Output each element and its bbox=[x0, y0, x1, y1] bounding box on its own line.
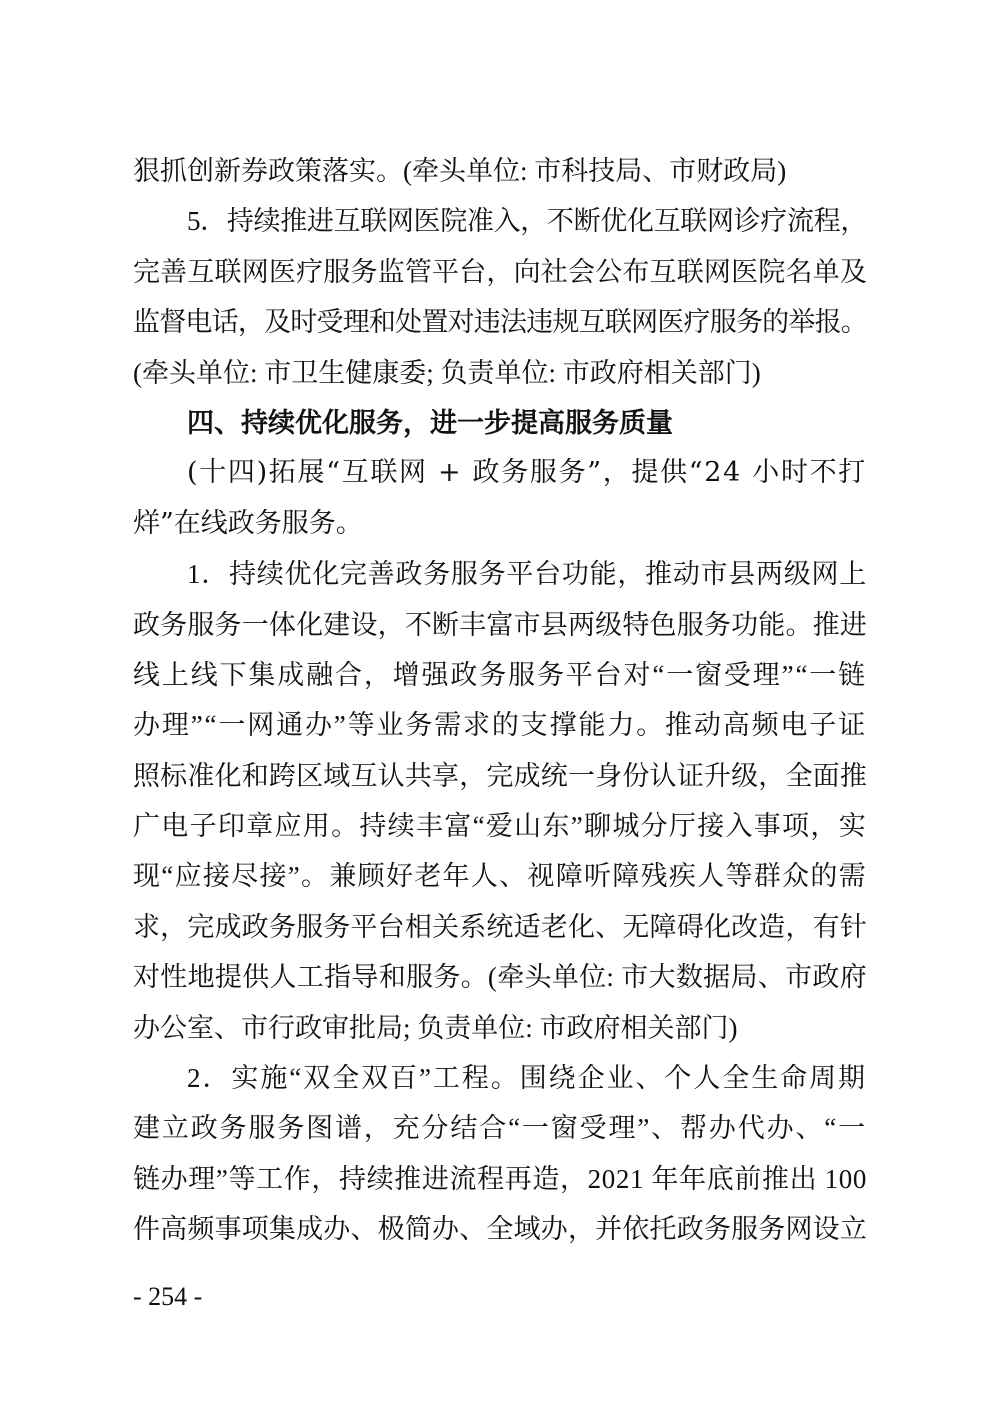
page-number: - 254 - bbox=[133, 1282, 203, 1311]
text-line-21: 链办理”等工作，持续推进流程再造，2021 年年底前推出 100 bbox=[133, 1163, 867, 1194]
text-line-8: 烊”在线政务服务。 bbox=[133, 507, 363, 539]
text-line-12: 办理”“一网通办”等业务需求的支撑能力。推动高频电子证 bbox=[133, 710, 867, 741]
text-line-2: 5．持续推进互联网医院准入，不断优化互联网诊疗流程， bbox=[187, 206, 867, 237]
document-body bbox=[133, 146, 867, 1255]
text-line-16: 求，完成政务服务平台相关系统适老化、无障碍化改造，有针 bbox=[133, 911, 867, 942]
text-line-14: 广电子印章应用。持续丰富“爱山东”聊城分厅接入事项，实 bbox=[133, 811, 867, 842]
text-line-10: 政务服务一体化建设，不断丰富市县两级特色服务功能。推进 bbox=[133, 609, 867, 640]
section-heading-4: 四、持续优化服务，进一步提高服务质量 bbox=[187, 407, 673, 438]
text-line-9: 1．持续优化完善政务服务平台功能，推动市县两级网上 bbox=[187, 559, 867, 590]
text-line-1: 狠抓创新券政策落实。(牵头单位: 市科技局、市财政局) bbox=[133, 156, 787, 186]
text-line-11: 线上线下集成融合，增强政务服务平台对“一窗受理”“一链 bbox=[133, 659, 867, 690]
text-line-15: 现“应接尽接”。兼顾好老年人、视障听障残疾人等群众的需 bbox=[133, 861, 867, 892]
text-line-18: 办公室、市行政审批局; 负责单位: 市政府相关部门) bbox=[133, 1012, 738, 1043]
text-line-13: 照标准化和跨区域互认共享，完成统一身份认证升级，全面推 bbox=[133, 760, 867, 791]
text-line-20: 建立政务服务图谱，充分结合“一窗受理”、帮办代办、“一 bbox=[133, 1113, 867, 1144]
text-line-19: 2．实施“双全双百”工程。围绕企业、个人全生命周期 bbox=[187, 1063, 867, 1094]
text-line-7: (十四)拓展“互联网 + 政务服务”，提供“24 小时不打 bbox=[187, 457, 867, 489]
text-line-22: 件高频事项集成办、极简办、全域办，并依托政务服务网设立 bbox=[133, 1214, 867, 1245]
text-line-5: (牵头单位: 市卫生健康委; 负责单位: 市政府相关部门) bbox=[133, 357, 761, 388]
text-line-3: 完善互联网医疗服务监管平台，向社会公布互联网医院名单及 bbox=[133, 256, 867, 287]
text-line-17: 对性地提供人工指导和服务。(牵头单位: 市大数据局、市政府 bbox=[133, 962, 867, 993]
text-line-4: 监督电话，及时受理和处置对违法违规互联网医疗服务的举报。 bbox=[133, 307, 867, 338]
